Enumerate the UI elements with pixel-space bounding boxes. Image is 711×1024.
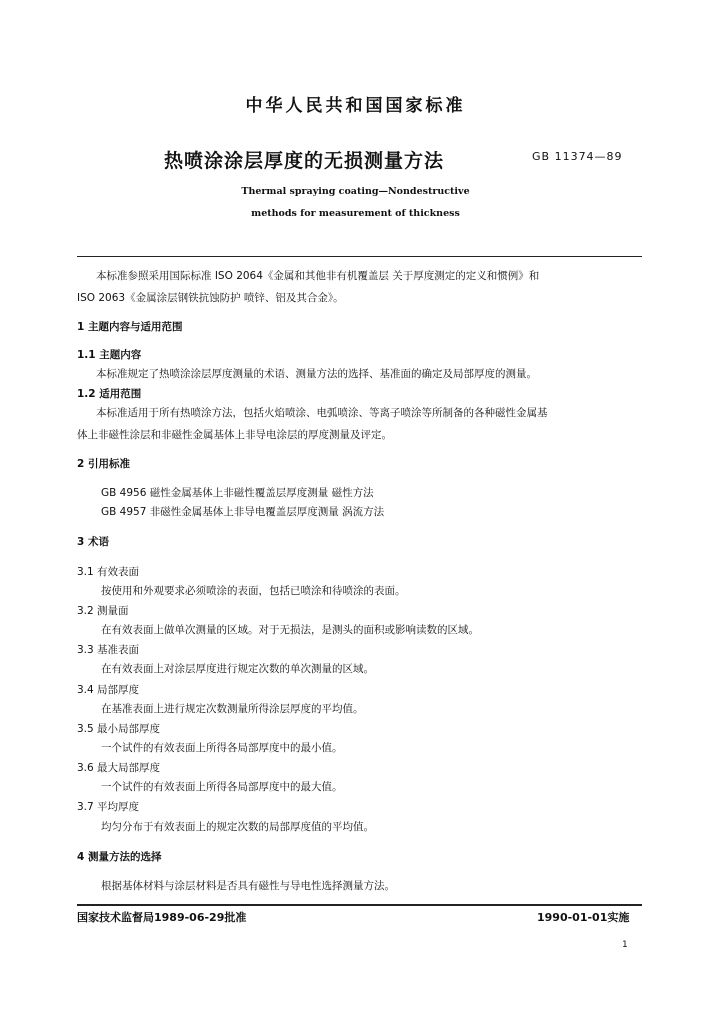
implementation-date: 1990-01-01实施 — [537, 911, 630, 924]
section-4-heading: 4 测量方法的选择 — [77, 851, 162, 863]
section-1-1-heading: 1.1 主题内容 — [77, 349, 142, 361]
section-3-6-text: 一个试件的有效表面上所得各局部厚度中的最大值。 — [101, 781, 343, 793]
section-3-7-text: 均匀分布于有效表面上的规定次数的局部厚度值的平均值。 — [101, 821, 374, 833]
section-3-1-heading: 3.1 有效表面 — [77, 566, 140, 578]
section-3-2-heading: 3.2 测量面 — [77, 605, 129, 617]
section-1-1-text: 本标准规定了热喷涂涂层厚度测量的术语、测量方法的选择、基准面的确定及局部厚度的测量。 — [96, 368, 537, 380]
section-3-4-heading: 3.4 局部厚度 — [77, 684, 140, 696]
footer-divider — [77, 904, 642, 906]
header-divider — [77, 256, 642, 257]
section-3-5-text: 一个试件的有效表面上所得各局部厚度中的最小值。 — [101, 742, 343, 754]
intro-line2: ISO 2063《金属涂层钢铁抗蚀防护 喷锌、铝及其合金》。 — [77, 292, 344, 304]
reference-gb4956: GB 4956 磁性金属基体上非磁性覆盖层厚度测量 磁性方法 — [101, 487, 374, 499]
section-2-heading: 2 引用标准 — [77, 458, 130, 470]
reference-gb4957: GB 4957 非磁性金属基体上非导电覆盖层厚度测量 涡流方法 — [101, 506, 385, 518]
section-3-3-text: 在有效表面上对涂层厚度进行规定次数的单次测量的区域。 — [101, 663, 374, 675]
national-standard-heading: 中华人民共和国国家标准 — [245, 96, 466, 116]
approval-date: 国家技术监督局1989-06-29批准 — [77, 911, 247, 924]
page-number: 1 — [622, 940, 628, 950]
section-1-2-text1: 本标准适用于所有热喷涂方法，包括火焰喷涂、电弧喷涂、等离子喷涂等所制备的各种磁性金属基 — [96, 407, 548, 419]
english-title-line1: Thermal spraying coating—Nondestructive — [241, 186, 470, 197]
section-3-1-text: 按使用和外观要求必须喷涂的表面，包括已喷涂和待喷涂的表面。 — [101, 585, 406, 597]
section-1-2-heading: 1.2 适用范围 — [77, 388, 142, 400]
section-3-4-text: 在基准表面上进行规定次数测量所得涂层厚度的平均值。 — [101, 703, 364, 715]
section-1-heading: 1 主题内容与适用范围 — [77, 321, 183, 333]
section-3-2-text: 在有效表面上做单次测量的区域。对于无损法，是测头的面积或影响读数的区域。 — [101, 624, 479, 636]
section-1-2-text2: 体上非磁性涂层和非磁性金属基体上非导电涂层的厚度测量及评定。 — [77, 429, 392, 441]
section-3-7-heading: 3.7 平均厚度 — [77, 801, 140, 813]
section-3-heading: 3 术语 — [77, 536, 109, 548]
section-3-6-heading: 3.6 最大局部厚度 — [77, 762, 161, 774]
document-title: 热喷涂涂层厚度的无损测量方法 — [164, 150, 445, 172]
section-4-text: 根据基体材料与涂层材料是否具有磁性与导电性选择测量方法。 — [101, 880, 395, 892]
section-3-5-heading: 3.5 最小局部厚度 — [77, 723, 161, 735]
intro-line1: 本标准参照采用国际标准 ISO 2064《金属和其他非有机覆盖层 关于厚度测定的定义和惯例》和 — [96, 270, 540, 282]
english-title-line2: methods for measurement of thickness — [251, 208, 460, 219]
section-3-3-heading: 3.3 基准表面 — [77, 644, 140, 656]
standard-code: GB 11374—89 — [532, 150, 623, 163]
